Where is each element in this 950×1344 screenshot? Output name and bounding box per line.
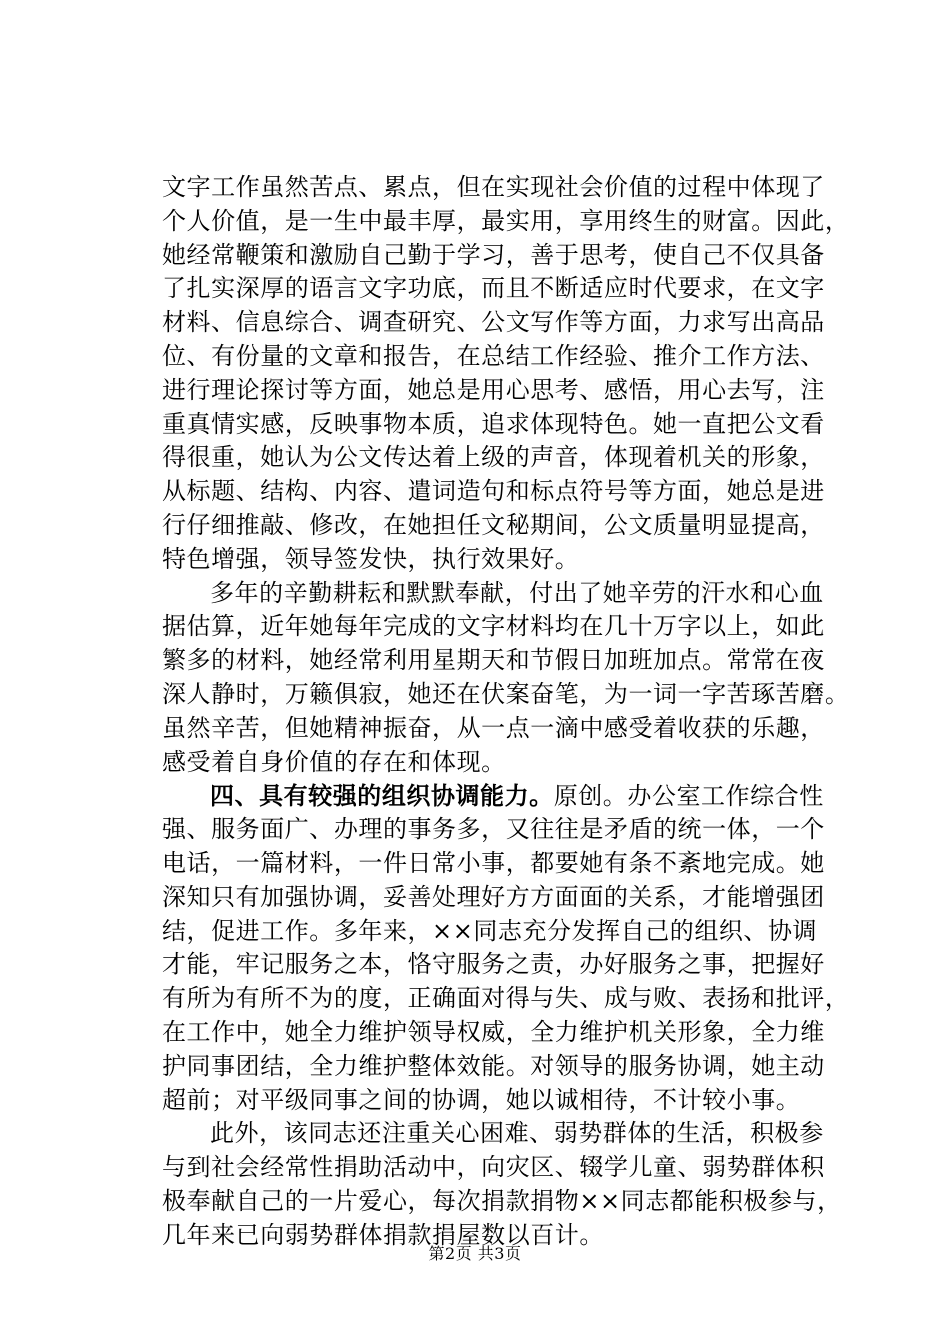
paragraph-start-line: 此外，该同志还注重关心困难、弱势群体的生活，积极参 (210, 1119, 824, 1148)
text-line: 深人静时，万籁俱寂，她还在伏案奋笔，为一词一字苦琢苦磨。 (162, 679, 850, 708)
text-line: 她经常鞭策和激励自己勤于学习，善于思考，使自己不仅具备 (162, 240, 825, 269)
text-line: 才能，牢记服务之本，恪守服务之责，办好服务之事，把握好 (162, 950, 825, 979)
text-line: 据估算，近年她每年完成的文字材料均在几十万字以上，如此 (162, 612, 825, 641)
section-heading-line (162, 779, 822, 813)
text-line: 重真情实感，反映事物本质，追求体现特色。她一直把公文看 (162, 409, 825, 438)
section-heading: 四、具有较强的组织协调能力。 (210, 781, 554, 811)
text-line: 几年来已向弱势群体捐款捐屋数以百计。 (162, 1220, 604, 1249)
text-line: 有所为有所不为的度，正确面对得与失、成与败、表扬和批评， (162, 984, 850, 1013)
text-line: 繁多的材料，她经常利用星期天和节假日加班加点。常常在夜 (162, 646, 825, 675)
text-line: 深知只有加强协调，妥善处理好方方面面的关系，才能增强团 (162, 882, 825, 911)
text-line: 特色增强，领导签发快，执行效果好。 (162, 544, 580, 573)
paragraph-start-line: 多年的辛勤耕耘和默默奉献，付出了她辛劳的汗水和心血 (210, 578, 824, 607)
text-line: 超前；对平级同事之间的协调，她以诚相待，不计较小事。 (162, 1085, 801, 1114)
text-line: 结，促进工作。多年来，××同志充分发挥自己的组织、协调 (162, 916, 818, 945)
body-text (162, 171, 850, 1253)
text-line: 位、有份量的文章和报告，在总结工作经验、推介工作方法、 (162, 341, 825, 370)
text-line: 个人价值，是一生中最丰厚，最实用，享用终生的财富。因此， (162, 206, 850, 235)
text-line: 虽然辛苦，但她精神振奋，从一点一滴中感受着收获的乐趣， (162, 713, 825, 742)
text-line: 得很重，她认为公文传达着上级的声音，体现着机关的形象， (162, 443, 825, 472)
text-line: 护同事团结，全力维护整体效能。对领导的服务协调，她主动 (162, 1051, 825, 1080)
text-line: 与到社会经常性捐助活动中，向灾区、辍学儿童、弱势群体积 (162, 1153, 825, 1182)
text-line: 强、服务面广、办理的事务多，又往往是矛盾的统一体，一个 (162, 815, 825, 844)
text-line: 行仔细推敲、修改，在她担任文秘期间，公文质量明显提高， (162, 510, 825, 539)
text-line: 材料、信息综合、调查研究、公文写作等方面，力求写出高品 (162, 308, 825, 337)
text-line: 文字工作虽然苦点、累点，但在实现社会价值的过程中体现了 (162, 173, 825, 201)
text-line: 电话，一篇材料，一件日常小事，都要她有条不紊地完成。她 (162, 848, 825, 877)
text-line: 从标题、结构、内容、遣词造句和标点符号等方面，她总是进 (162, 477, 825, 506)
text-line: 进行理论探讨等方面，她总是用心思考、感悟，用心去写，注 (162, 375, 825, 404)
text-line: 了扎实深厚的语言文字功底，而且不断适应时代要求，在文字 (162, 274, 825, 303)
text-line: 在工作中，她全力维护领导权威，全力维护机关形象，全力维 (162, 1017, 825, 1046)
page-number-footer: 第2页 共3页 (428, 1244, 522, 1263)
section-heading-rest: 原创。办公室工作综合性 (553, 782, 824, 811)
text-line: 极奉献自己的一片爱心，每次捐款捐物××同志都能积极参与， (162, 1186, 842, 1215)
text-line: 感受着自身价值的存在和体现。 (162, 747, 506, 776)
